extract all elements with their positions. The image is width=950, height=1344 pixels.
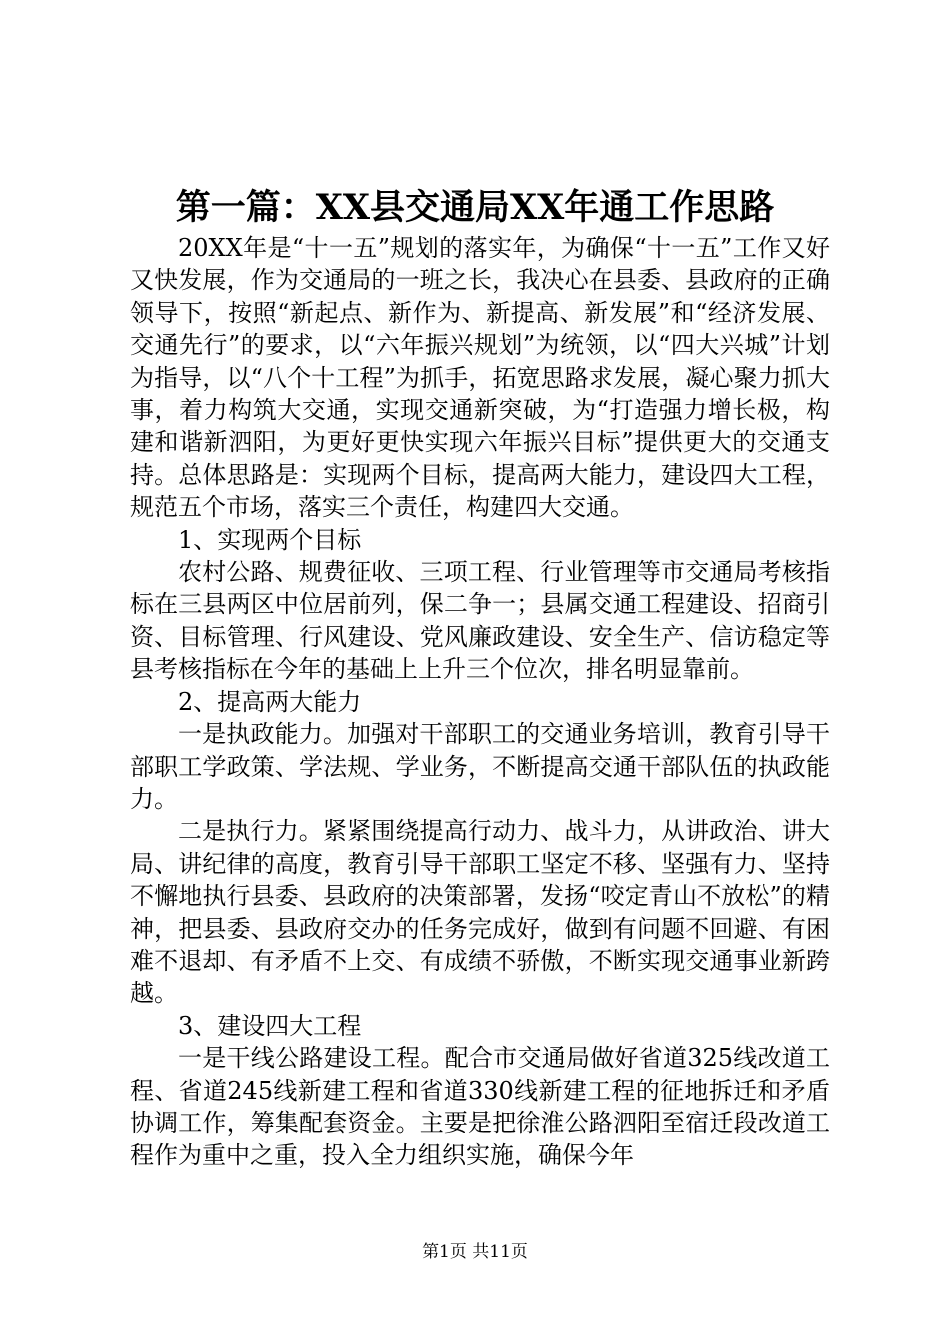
page-footer: 第1页 共11页 <box>422 1242 528 1262</box>
paragraph-goals: 农村公路、规费征收、三项工程、行业管理等市交通局考核指标在三县两区中位居前列，保二争一；县属交通工程建设、招商引资、目标管理、行风建设、党风廉政建设、安全生产、信访稳定等县考核指标在今年的基础上上升三个位次，排名明显靠前。 <box>130 558 830 684</box>
section-heading-1: 1、实现两个目标 <box>178 525 362 554</box>
paragraph-highway: 一是干线公路建设工程。配合市交通局做好省道325线改道工程、省道245线新建工程和省道330线新建工程的征地拆迁和矛盾协调工作，筹集配套资金。主要是把徐淮公路泗阳至宿迁段改道工程作为重中之重，投入全力组织实施，确保今年 <box>130 1044 830 1170</box>
paragraph-execution: 二是执行力。紧紧围绕提高行动力、战斗力，从讲政治、讲大局、讲纪律的高度，教育引导干部职工坚定不移、坚强有力、坚持不懈地执行县委、县政府的决策部署，发扬“咬定青山不放松”的精神，把县委、县政府交办的任务完成好，做到有问题不回避、有困难不退却、有矛盾不上交、有成绩不骄傲，不断实现交通事业新跨越。 <box>130 817 830 1008</box>
paragraph-governance: 一是执政能力。加强对干部职工的交通业务培训，教育引导干部职工学政策、学法规、学业务，不断提高交通干部队伍的执政能力。 <box>130 720 830 813</box>
document-body <box>130 232 830 1172</box>
section-heading-2: 2、提高两大能力 <box>178 687 362 716</box>
paragraph-intro: 20XX年是“十一五”规划的落实年，为确保“十一五”工作又好又快发展，作为交通局的一班之长，我决心在县委、县政府的正确领导下，按照“新起点、新作为、新提高、新发展”和“经济发展、交通先行”的要求，以“六年振兴规划”为统领，以“四大兴城”计划为指导，以“八个十工程”为抓手，拓宽思路求发展，凝心聚力抓大事，着力构筑大交通，实现交通新突破，为“打造强力增长极，构建和谐新泗阳，为更好更快实现六年振兴目标”提供更大的交通支持。总体思路是：实现两个目标，提高两大能力，建设四大工程，规范五个市场，落实三个责任，构建四大交通。 <box>130 234 830 522</box>
document-title: 第一篇：XX县交通局XX年通工作思路 <box>175 187 775 228</box>
section-heading-3: 3、建设四大工程 <box>178 1011 362 1040</box>
